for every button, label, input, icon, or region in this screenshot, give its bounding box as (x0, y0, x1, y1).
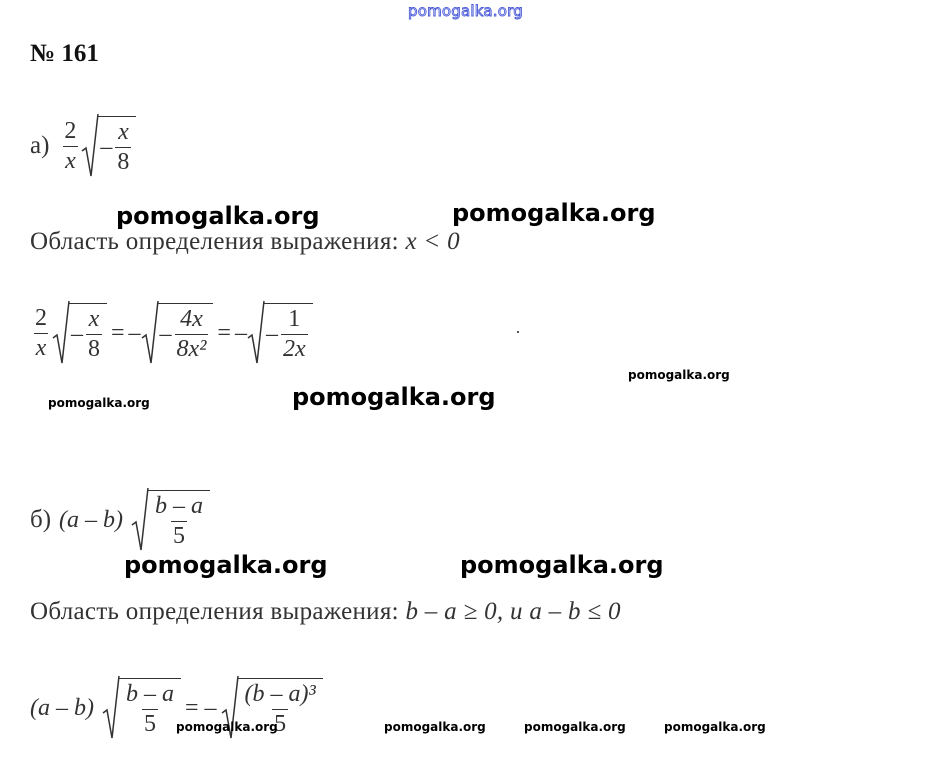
watermark: pomogalka.org (124, 551, 328, 579)
denominator: 5 (143, 711, 156, 737)
watermark: pomogalka.org (176, 720, 278, 734)
numerator: (b – a)³ (244, 681, 316, 707)
fraction (62, 118, 78, 175)
part-a-label: а) (30, 132, 50, 159)
minus-sign: – (100, 134, 113, 160)
part-b-label: б) (30, 506, 52, 533)
numerator: 2 (64, 117, 77, 144)
fraction (124, 681, 176, 738)
part-a-solution (30, 300, 313, 366)
denominator: 2x (282, 336, 306, 362)
radical-sign-icon (141, 300, 159, 366)
minus-sign: – (71, 321, 83, 347)
denominator: x (35, 334, 47, 361)
domain-condition: b – a ≥ 0, и a – b ≤ 0 (405, 598, 621, 625)
factor: (a – b) (30, 694, 94, 721)
radical (102, 675, 181, 741)
numerator: b – a (155, 493, 204, 519)
numerator: 2 (35, 304, 47, 331)
fraction (281, 306, 308, 363)
fraction (175, 306, 209, 363)
domain-text: Область определения выражения: (30, 228, 399, 255)
watermark: pomogalka.org (48, 396, 150, 410)
watermark: pomogalka.org (628, 368, 730, 382)
minus-sign: – (234, 319, 247, 346)
equals-sign: = (111, 319, 125, 346)
minus-sign: – (265, 321, 278, 347)
part-a-expression (30, 113, 136, 179)
problem-number: № 161 (30, 40, 99, 67)
radical (81, 113, 136, 179)
minus-sign: – (128, 319, 141, 346)
domain-condition: x < 0 (405, 228, 460, 255)
watermark: pomogalka.org (460, 551, 664, 579)
equals-sign: = (217, 319, 231, 346)
radical-sign-icon (81, 113, 99, 179)
fraction (86, 306, 102, 363)
denominator: 5 (173, 523, 186, 549)
numerator: 1 (288, 306, 301, 332)
factor: (a – b) (59, 506, 124, 533)
radical (247, 300, 313, 366)
watermark-top: pomogalka.org (408, 2, 523, 20)
watermark: pomogalka.org (384, 720, 486, 734)
stray-dot (517, 331, 519, 333)
watermark: pomogalka.org (524, 720, 626, 734)
watermark: pomogalka.org (452, 199, 656, 227)
numerator: x (118, 119, 129, 145)
radical-sign-icon (102, 675, 120, 741)
fraction (33, 305, 49, 362)
domain-text: Область определения выражения: (30, 598, 399, 625)
radical-sign-icon (131, 487, 149, 553)
watermark: pomogalka.org (116, 202, 320, 230)
fraction (115, 119, 131, 176)
denominator: x (65, 147, 76, 174)
part-a-domain (30, 228, 460, 256)
watermark: pomogalka.org (664, 720, 766, 734)
numerator: b – a (125, 681, 174, 707)
denominator: 8x² (176, 336, 207, 362)
watermark: pomogalka.org (292, 383, 496, 411)
denominator: 8 (88, 336, 100, 362)
equals-minus: = – (184, 694, 217, 721)
denominator: 5 (274, 711, 287, 737)
numerator: 4x (180, 306, 203, 332)
denominator: 8 (117, 149, 130, 175)
part-b-domain (30, 598, 621, 626)
radical (131, 487, 210, 553)
minus-sign: – (159, 321, 172, 347)
numerator: x (88, 306, 100, 332)
radical-sign-icon (247, 300, 265, 366)
radical (52, 300, 107, 366)
fraction (153, 493, 205, 550)
radical-sign-icon (52, 300, 70, 366)
radical (141, 300, 214, 366)
part-b-expression (30, 487, 210, 553)
